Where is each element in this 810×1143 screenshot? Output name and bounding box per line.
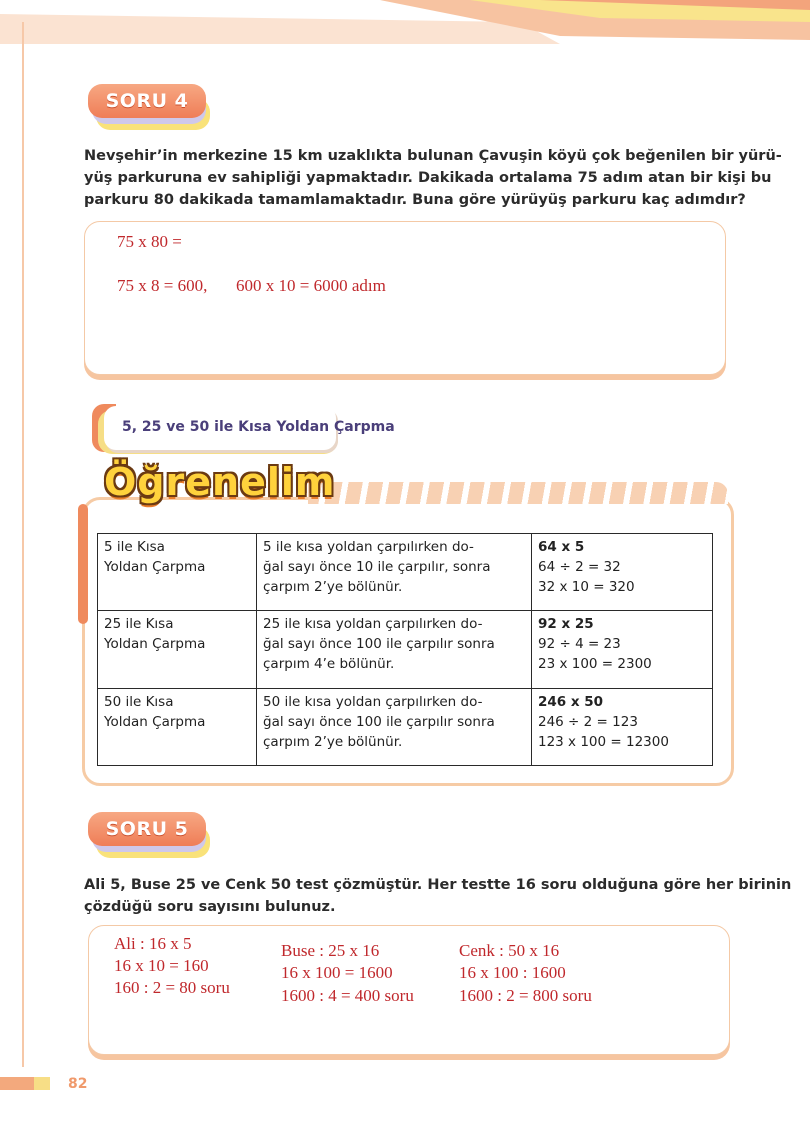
question-4-badge-label: SORU 4 — [88, 84, 206, 118]
answer-4-line1: 75 x 80 = — [117, 232, 182, 251]
answer-cenk-1: Cenk : 50 x 16 — [459, 941, 560, 960]
section-heading — [92, 404, 395, 454]
question-4-text — [84, 145, 782, 211]
learn-title: Öğrenelim — [104, 460, 336, 504]
question-4-line: yüş parkuruna ev sahipliği yapmaktadır. Dakikada ortalama 75 adım atan bir kişi bu — [84, 170, 772, 186]
rule-description-cell: 25 ile kısa yoldan çarpılırken do- ğal sayı önce 100 ile çarpılır sonra çarpım 4’e bölünür. — [257, 611, 532, 688]
question-5-badge — [88, 812, 212, 860]
rule-example-cell: 64 x 5 64 ÷ 2 = 32 32 x 10 = 320 — [532, 534, 713, 611]
answer-4-line2b: 600 x 10 = 6000 adım — [236, 276, 386, 295]
page-number: 82 — [68, 1076, 88, 1092]
page-bar-orange — [0, 1077, 34, 1090]
answer-buse-1: Buse : 25 x 16 — [281, 941, 380, 960]
rule-example-cell: 92 x 25 92 ÷ 4 = 23 23 x 100 = 2300 — [532, 611, 713, 688]
question-4-badge — [88, 84, 212, 132]
learn-box-accent — [78, 504, 88, 624]
answer-cenk-2: 16 x 100 : 1600 — [459, 963, 566, 982]
learn-box-stripes — [308, 482, 728, 504]
answer-cenk-3: 1600 : 2 = 800 soru — [459, 986, 592, 1005]
answer-buse-3: 1600 : 4 = 400 soru — [281, 986, 414, 1005]
rule-description-cell: 50 ile kısa yoldan çarpılırken do- ğal sayı önce 100 ile çarpılır sonra çarpım 2’ye bölünür. — [257, 688, 532, 765]
answer-ali-3: 160 : 2 = 80 soru — [114, 978, 230, 997]
section-heading-text: 5, 25 ve 50 ile Kısa Yoldan Çarpma — [122, 419, 395, 435]
left-margin-rule — [22, 22, 24, 1067]
rule-example-cell: 246 x 50 246 ÷ 2 = 123 123 x 100 = 12300 — [532, 688, 713, 765]
question-4-line: Nevşehir’in merkezine 15 km uzaklıkta bulunan Çavuşin köyü çok beğenilen bir yürü- — [84, 148, 782, 164]
rule-name-cell: 25 ile Kısa Yoldan Çarpma — [98, 611, 257, 688]
answer-buse-2: 16 x 100 = 1600 — [281, 963, 393, 982]
question-5-text — [84, 874, 791, 918]
question-4-line: parkuru 80 dakikada tamamlamaktadır. Buna göre yürüyüş parkuru kaç adımdır? — [84, 192, 746, 208]
question-5-line: çözdüğü soru sayısını bulunuz. — [84, 899, 336, 915]
answer-4-line2a: 75 x 8 = 600, — [117, 276, 208, 295]
rules-table — [97, 533, 713, 766]
rule-description-cell: 5 ile kısa yoldan çarpılırken do- ğal sayı önce 10 ile çarpılır, sonra çarpım 2’ye bölünür. — [257, 534, 532, 611]
answer-ali-2: 16 x 10 = 160 — [114, 956, 209, 975]
page-bar-yellow — [34, 1077, 50, 1090]
table-row — [98, 688, 713, 765]
rule-name-cell: 5 ile Kısa Yoldan Çarpma — [98, 534, 257, 611]
rule-name-cell: 50 ile Kısa Yoldan Çarpma — [98, 688, 257, 765]
question-5-line: Ali 5, Buse 25 ve Cenk 50 test çözmüştür. Her testte 16 soru olduğuna göre her birinin — [84, 877, 792, 893]
table-row — [98, 534, 713, 611]
table-row — [98, 611, 713, 688]
question-5-badge-label: SORU 5 — [88, 812, 206, 846]
top-decoration — [0, 0, 810, 50]
answer-ali-1: Ali : 16 x 5 — [114, 934, 192, 953]
